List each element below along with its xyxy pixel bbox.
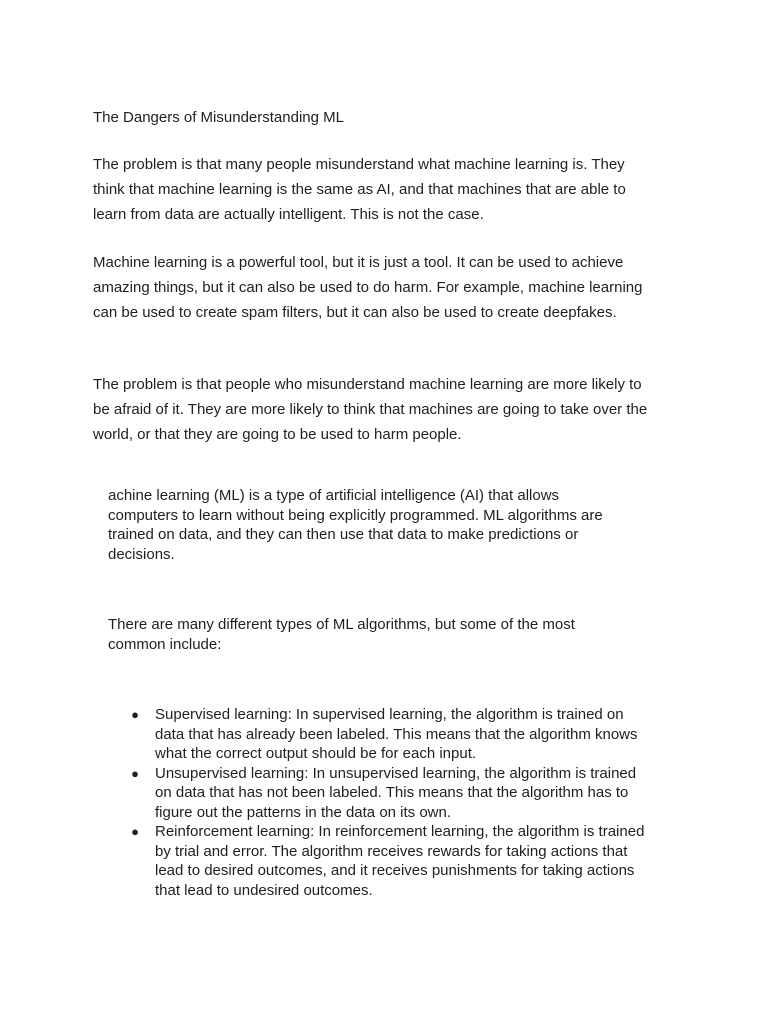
list-item-text: Reinforcement learning: In reinforcement learning, the algorithm is trained by trial and error. The algorithm receives rewards for taking actions that lead to desired outcomes, and it receives punishments for taking actions that lead to undesired outcomes.	[155, 823, 645, 899]
paragraph-ml-definition: achine learning (ML) is a type of artificial intelligence (AI) that allows computers to learn without being explicitly programmed. ML algorithms are trained on data, and they can then use that data to make predictions or decisions.	[108, 487, 603, 563]
paragraph-ml-types-intro: There are many different types of ML algorithms, but some of the most common include:	[108, 616, 575, 653]
list-item-supervised	[130, 705, 650, 764]
document-title: The Dangers of Misunderstanding ML	[93, 109, 344, 126]
bullet-icon: ●	[131, 765, 139, 781]
paragraph-fear: The problem is that people who misunderstand machine learning are more likely to be afraid of it. They are more likely to think that machines are going to take over the world, or that they are going to be used to harm people.	[93, 376, 648, 443]
list-item-unsupervised	[130, 764, 650, 823]
paragraph-powerful-tool: Machine learning is a powerful tool, but it is just a tool. It can be used to achieve amazing things, but it can also be used to do harm. For example, machine learning can be used to create spam filters, but it can also be used to create deepfakes.	[93, 254, 643, 321]
algorithm-types-list	[130, 705, 650, 900]
paragraph-misunderstanding: The problem is that many people misunderstand what machine learning is. They think that machine learning is the same as AI, and that machines that are able to learn from data are actually intelligent. This is not the case.	[93, 156, 626, 223]
list-item-text: Unsupervised learning: In unsupervised learning, the algorithm is trained on data that has not been labeled. This means that the algorithm has to figure out the patterns in the data on its own.	[155, 764, 637, 821]
list-item-reinforcement	[130, 822, 650, 900]
bullet-icon: ●	[131, 707, 139, 722]
list-item-text: Supervised learning: In supervised learning, the algorithm is trained on data that has already been labeled. This means that the algorithm knows what the correct output should be for each input.	[155, 706, 638, 762]
bullet-icon: ●	[131, 824, 139, 839]
